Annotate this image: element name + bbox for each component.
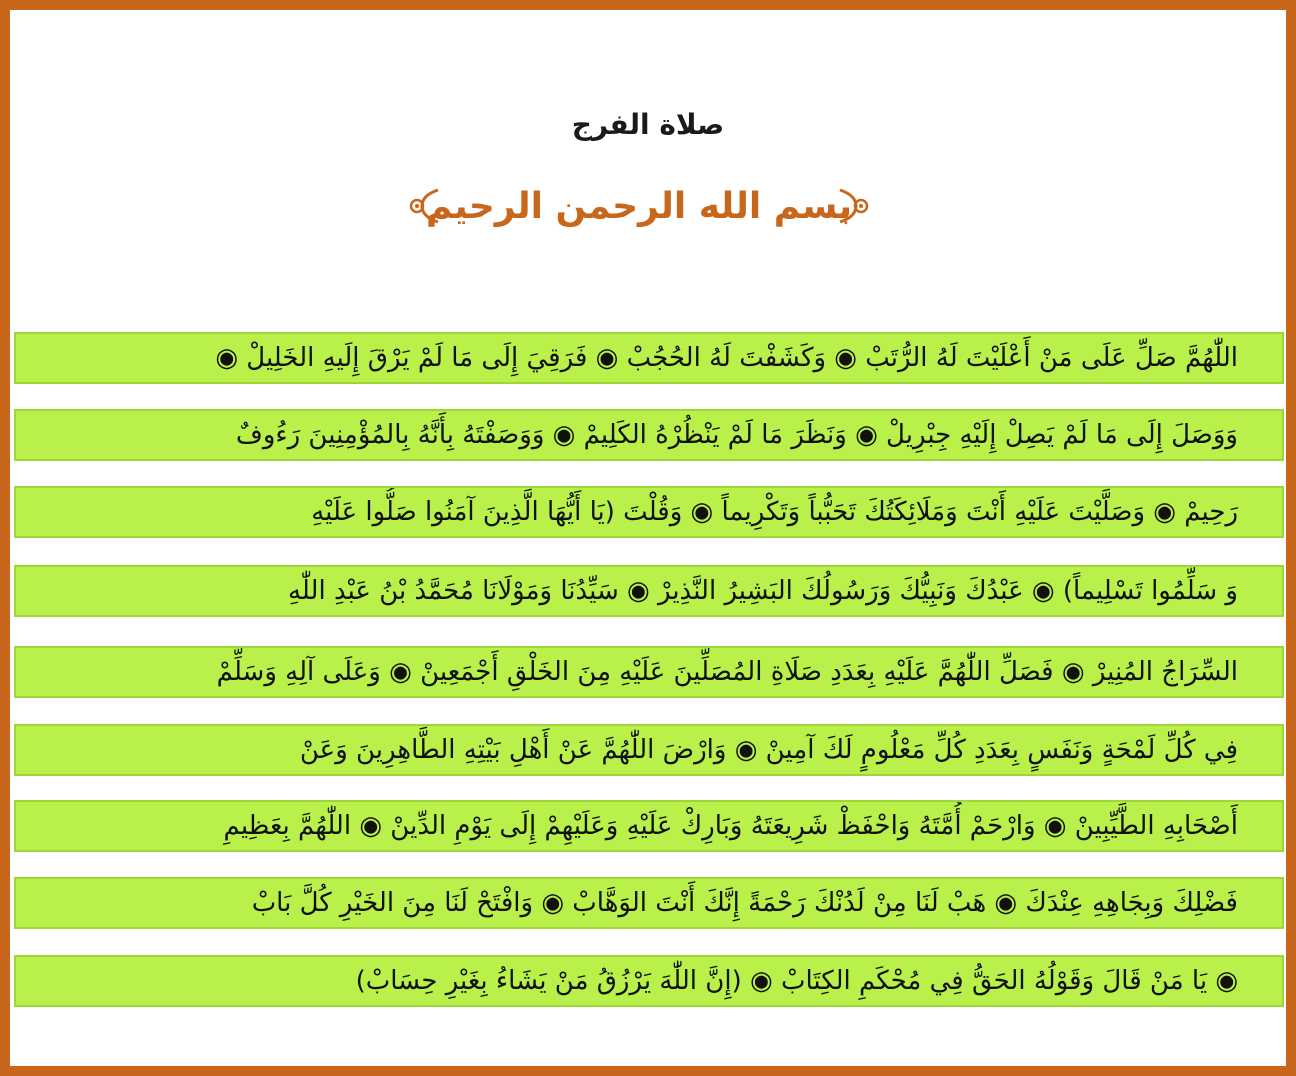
basmala-text: بسم الله الرحمن الرحيم xyxy=(425,185,853,227)
prayer-line-text: رَحِيمْ ◉ وَصَلَّيْتَ عَلَيْهِ أَنْتَ وَمَلَائِكَتُكَ تَحَبُّباً وَتَكْرِيماً ◉ وَقُلْتَ (يَا أَيُّهَا الَّذِينَ آمَنُوا صَلُّوا عَلَيْهِ xyxy=(311,497,1238,527)
prayer-line-text: ◉ يَا مَنْ قَالَ وَقَوْلُهُ الحَقُّ فِي مُحْكَمِ الكِتَابْ ◉ (إِنَّ اللّٰهَ يَرْزُقُ مَنْ يَشَاءُ بِغَيْرِ حِسَابْ) xyxy=(355,966,1238,996)
prayer-line xyxy=(14,646,1284,698)
prayer-line-text: فَضْلِكَ وَبِجَاهِهِ عِنْدَكَ ◉ هَبْ لَنَا مِنْ لَدُنْكَ رَحْمَةً إِنَّكَ أَنْتَ الوَهَّابْ ◉ وَافْتَحْ لَنَا مِنَ الخَيْرِ كُلَّ بَابْ xyxy=(251,888,1238,918)
prayer-line-text: وَ سَلِّمُوا تَسْلِيماً) ◉ عَبْدُكَ وَنَبِيُّكَ وَرَسُولُكَ البَشِيرُ النَّذِيرْ ◉ سَيِّدُنَا وَمَوْلَانَا مُحَمَّدُ بْنُ عَبْدِ اللّٰهِ xyxy=(287,576,1238,606)
prayer-line xyxy=(14,409,1284,461)
prayer-line xyxy=(14,486,1284,538)
prayer-line xyxy=(14,332,1284,384)
prayer-line xyxy=(14,800,1284,852)
prayer-line xyxy=(14,955,1284,1007)
prayer-title: صلاة الفرج xyxy=(571,108,725,141)
prayer-line-text: أَصْحَابِهِ الطَّيِّبِينْ ◉ وَارْحَمْ أُمَّتَهُ وَاحْفَظْ شَرِيعَتَهُ وَبَارِكْ عَلَيْهِ وَعَلَيْهِمْ إِلَى يَوْمِ الدِّينْ ◉ اللّٰهُمَّ بِعَظِيمِ xyxy=(223,811,1238,841)
prayer-line-text: اللّٰهُمَّ صَلِّ عَلَى مَنْ أَعْلَيْتَ لَهُ الرُّتَبْ ◉ وَكَشَفْتَ لَهُ الحُجُبْ ◉ فَرَقِيَ إِلَى مَا لَمْ يَرْقَ إِلَيهِ الخَلِيلْ ◉ xyxy=(215,343,1238,373)
prayer-line xyxy=(14,565,1284,617)
prayer-line xyxy=(14,877,1284,929)
prayer-line xyxy=(14,724,1284,776)
prayer-line-text: وَوَصَلَ إِلَى مَا لَمْ يَصِلْ إِلَيْهِ جِبْرِيلْ ◉ وَنَظَرَ مَا لَمْ يَنْظُرْهُ الكَلِيمْ ◉ وَوَصَفْتَهُ بِأَنَّهُ بِالمُؤْمِنِينَ رَءُوفٌ xyxy=(235,420,1238,450)
prayer-line-text: السِّرَاجُ المُنِيرْ ◉ فَصَلِّ اللّٰهُمَّ عَلَيْهِ بِعَدَدِ صَلَاةِ المُصَلِّينَ عَلَيْهِ مِنَ الخَلْقِ أَجْمَعِينْ ◉ وَعَلَى آلِهِ وَسَلِّمْ xyxy=(216,657,1238,687)
prayer-line-text: فِي كُلِّ لَمْحَةٍ وَنَفَسٍ بِعَدَدِ كُلِّ مَعْلُومٍ لَكَ آمِينْ ◉ وَارْضَ اللّٰهُمَّ عَنْ أَهْلِ بَيْتِهِ الطَّاهِرِينَ وَعَنْ xyxy=(299,735,1238,765)
